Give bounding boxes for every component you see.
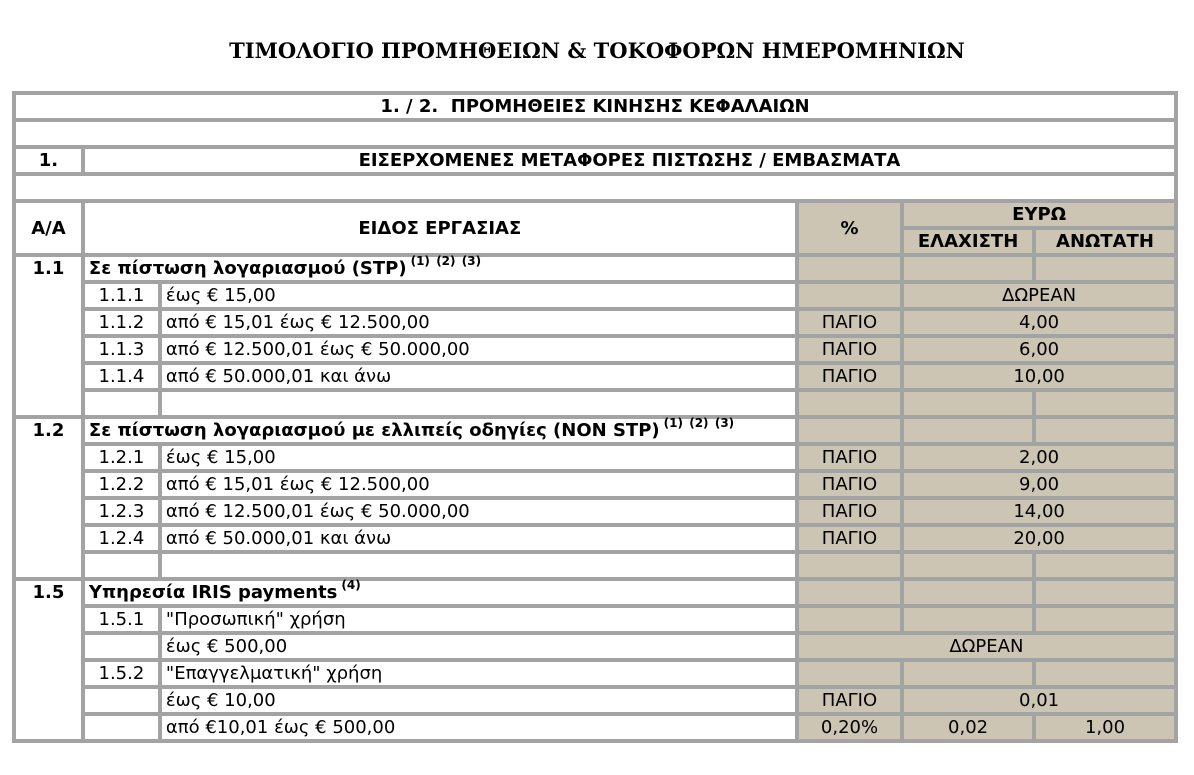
column-header-min: ΕΛΑΧΙΣΤΗ bbox=[904, 230, 1032, 253]
section-title: ΕΙΣΕΡΧΟΜΕΝΕΣ ΜΕΤΑΦΟΡΕΣ ΠΙΣΤΩΣΗΣ / ΕΜΒΑΣΜΑΤΑ bbox=[85, 149, 1174, 172]
percent-cell bbox=[799, 608, 900, 631]
row-description: από € 15,01 έως € 12.500,00 bbox=[162, 473, 795, 496]
percent-cell: ΠΑΓΙΟ bbox=[799, 500, 900, 523]
fee-cell: 2,00 bbox=[904, 446, 1174, 469]
min-cell bbox=[904, 257, 1032, 280]
max-cell bbox=[1036, 419, 1174, 442]
row-number: 1.1.3 bbox=[85, 338, 158, 361]
group-row bbox=[16, 257, 1174, 280]
table-row bbox=[16, 338, 1174, 361]
column-header-row bbox=[16, 203, 1174, 226]
fee-cell: 20,00 bbox=[904, 527, 1174, 550]
max-cell bbox=[1036, 662, 1174, 685]
fee-cell: 10,00 bbox=[904, 365, 1174, 388]
row-description: από € 50.000,01 και άνω bbox=[162, 365, 795, 388]
row-number: 1.2.2 bbox=[85, 473, 158, 496]
blank-cell bbox=[1036, 554, 1174, 577]
row-number: 1.1.1 bbox=[85, 284, 158, 307]
column-header-euro: ΕΥΡΩ bbox=[904, 203, 1174, 226]
percent-cell: ΠΑΓΙΟ bbox=[799, 689, 900, 712]
document-title: ΤΙΜΟΛΟΓΙΟ ΠΡΟΜΗΘΕΙΩΝ & ΤΟΚΟΦΟΡΩΝ ΗΜΕΡΟΜΗΝΙΩΝ bbox=[229, 38, 965, 63]
group-row bbox=[16, 419, 1174, 442]
row-description: έως € 10,00 bbox=[162, 689, 795, 712]
blank-row bbox=[16, 392, 1174, 415]
table-row bbox=[16, 527, 1174, 550]
group-title bbox=[85, 578, 795, 604]
table-row bbox=[16, 716, 1174, 739]
row-number: 1.2.1 bbox=[85, 446, 158, 469]
blank-cell bbox=[85, 554, 158, 577]
row-number: 1.1.4 bbox=[85, 365, 158, 388]
row-description: από € 12.500,01 έως € 50.000,00 bbox=[162, 338, 795, 361]
footnote-ref: (1) bbox=[410, 254, 430, 268]
row-number bbox=[85, 689, 158, 712]
blank-cell bbox=[85, 392, 158, 415]
column-header-percent: % bbox=[799, 203, 900, 253]
fee-cell: ΔΩΡΕΑΝ bbox=[904, 284, 1174, 307]
fee-table bbox=[12, 91, 1178, 743]
group-title-text: Υπηρεσία IRIS payments bbox=[88, 582, 338, 603]
column-header-max: ΑΝΩΤΑΤΗ bbox=[1036, 230, 1174, 253]
table-row bbox=[16, 284, 1174, 307]
min-cell bbox=[904, 608, 1032, 631]
group-row bbox=[16, 581, 1174, 604]
blank-cell bbox=[904, 392, 1032, 415]
footnote-ref: (4) bbox=[341, 578, 361, 592]
column-header-type: ΕΙΔΟΣ ΕΡΓΑΣΙΑΣ bbox=[85, 203, 795, 253]
fees-section-heading: 1. / 2. ΠΡΟΜΗΘΕΙΕΣ ΚΙΝΗΣΗΣ ΚΕΦΑΛΑΙΩΝ bbox=[16, 95, 1174, 118]
spacer-cell bbox=[16, 176, 1174, 199]
max-fee-cell: 1,00 bbox=[1036, 716, 1174, 739]
min-cell bbox=[904, 662, 1032, 685]
row-description: από € 15,01 έως € 12.500,00 bbox=[162, 311, 795, 334]
row-description: από € 50.000,01 και άνω bbox=[162, 527, 795, 550]
percent-cell: ΠΑΓΙΟ bbox=[799, 365, 900, 388]
footnote-ref: (3) bbox=[714, 416, 735, 430]
fee-cell: 4,00 bbox=[904, 311, 1174, 334]
max-cell bbox=[1036, 581, 1174, 604]
footnote-ref: (3) bbox=[461, 254, 482, 268]
row-description: "Επαγγελματική" χρήση bbox=[162, 662, 795, 685]
spacer-cell bbox=[16, 122, 1174, 145]
row-number: 1.5.2 bbox=[85, 662, 158, 685]
row-number bbox=[85, 635, 158, 658]
fee-cell: 0,01 bbox=[904, 689, 1174, 712]
fee-cell: 9,00 bbox=[904, 473, 1174, 496]
group-title-text: Σε πίστωση λογαριασμού με ελλιπείς οδηγίες (NON STP) bbox=[88, 420, 660, 441]
section-number: 1. bbox=[16, 149, 81, 172]
blank-cell bbox=[799, 392, 900, 415]
row-description: έως € 500,00 bbox=[162, 635, 795, 658]
percent-cell bbox=[799, 257, 900, 280]
spacer-row bbox=[16, 176, 1174, 199]
fee-cell: ΔΩΡΕΑΝ bbox=[799, 635, 1174, 658]
percent-cell: ΠΑΓΙΟ bbox=[799, 446, 900, 469]
min-cell bbox=[904, 419, 1032, 442]
table-row bbox=[16, 635, 1174, 658]
group-number: 1.5 bbox=[16, 581, 81, 739]
percent-cell: ΠΑΓΙΟ bbox=[799, 311, 900, 334]
percent-cell bbox=[799, 581, 900, 604]
percent-cell: ΠΑΓΙΟ bbox=[799, 473, 900, 496]
spacer-row bbox=[16, 122, 1174, 145]
row-number bbox=[85, 716, 158, 739]
row-description: έως € 15,00 bbox=[162, 446, 795, 469]
table-row bbox=[16, 689, 1174, 712]
blank-cell bbox=[904, 554, 1032, 577]
footnote-ref: (2) bbox=[436, 254, 456, 268]
column-header-aa: Α/Α bbox=[16, 203, 81, 253]
min-fee-cell: 0,02 bbox=[904, 716, 1032, 739]
blank-cell bbox=[162, 392, 795, 415]
group-number: 1.1 bbox=[16, 257, 81, 415]
group-title bbox=[85, 416, 795, 442]
row-number: 1.1.2 bbox=[85, 311, 158, 334]
table-row bbox=[16, 662, 1174, 685]
blank-row bbox=[16, 554, 1174, 577]
blank-cell bbox=[162, 554, 795, 577]
group-number: 1.2 bbox=[16, 419, 81, 577]
table-row bbox=[16, 608, 1174, 631]
group-title bbox=[85, 254, 795, 280]
percent-cell bbox=[799, 284, 900, 307]
row-description: από € 12.500,01 έως € 50.000,00 bbox=[162, 500, 795, 523]
fee-cell: 14,00 bbox=[904, 500, 1174, 523]
fee-cell: 6,00 bbox=[904, 338, 1174, 361]
group-title-text: Σε πίστωση λογαριασμού (STP) bbox=[88, 258, 407, 279]
max-cell bbox=[1036, 608, 1174, 631]
table-row bbox=[16, 446, 1174, 469]
section-row bbox=[16, 149, 1174, 172]
row-number: 1.2.4 bbox=[85, 527, 158, 550]
row-description: "Προσωπική" χρήση bbox=[162, 608, 795, 631]
footnote-ref: (2) bbox=[689, 416, 709, 430]
row-description: έως € 15,00 bbox=[162, 284, 795, 307]
min-cell bbox=[904, 581, 1032, 604]
blank-cell bbox=[799, 554, 900, 577]
table-row bbox=[16, 473, 1174, 496]
row-number: 1.5.1 bbox=[85, 608, 158, 631]
blank-cell bbox=[1036, 392, 1174, 415]
percent-cell bbox=[799, 419, 900, 442]
footnote-ref: (1) bbox=[663, 416, 683, 430]
table-header-row bbox=[16, 95, 1174, 118]
table-row bbox=[16, 311, 1174, 334]
percent-cell: ΠΑΓΙΟ bbox=[799, 527, 900, 550]
row-number: 1.2.3 bbox=[85, 500, 158, 523]
max-cell bbox=[1036, 257, 1174, 280]
percent-cell bbox=[799, 662, 900, 685]
percent-cell: 0,20% bbox=[799, 716, 900, 739]
percent-cell: ΠΑΓΙΟ bbox=[799, 338, 900, 361]
table-row bbox=[16, 365, 1174, 388]
table-row bbox=[16, 500, 1174, 523]
row-description: από €10,01 έως € 500,00 bbox=[162, 716, 795, 739]
